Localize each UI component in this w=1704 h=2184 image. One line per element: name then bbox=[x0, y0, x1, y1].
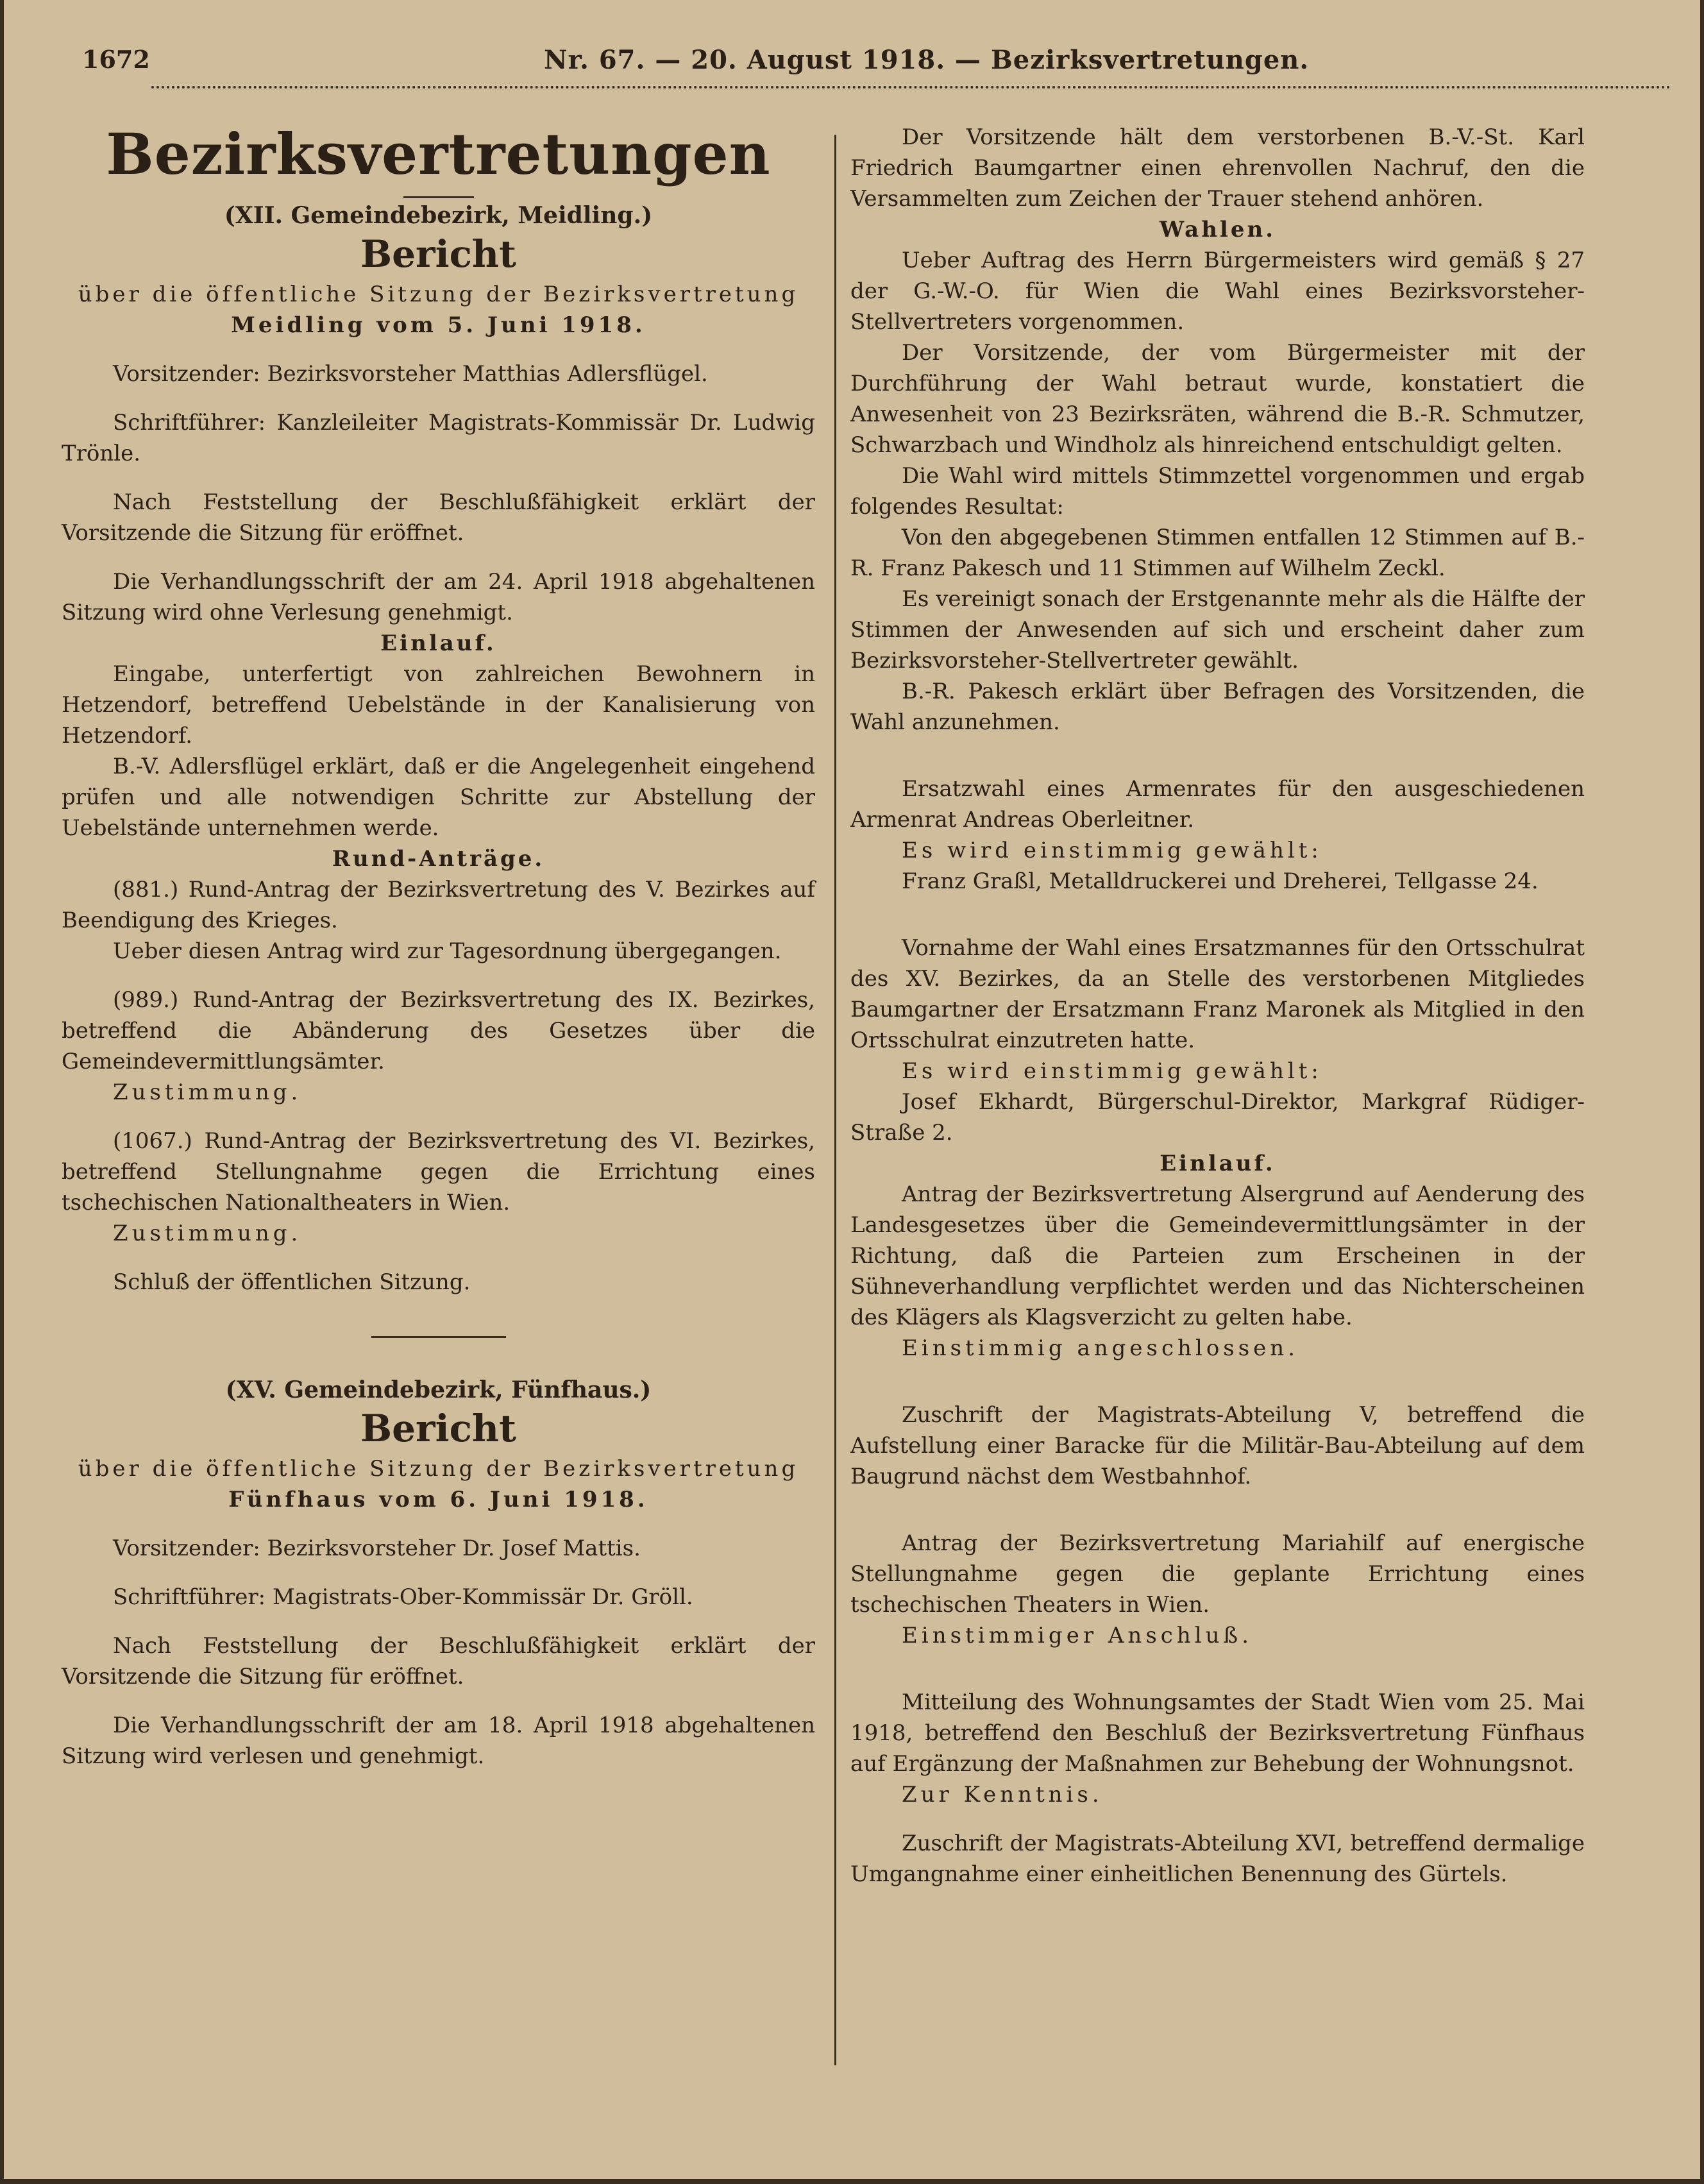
rund-antrag-881: (881.) Rund-Antrag der Bezirksvertretung des V. Bezirkes auf Beendigung des Krieges. bbox=[62, 877, 815, 933]
column-divider bbox=[834, 135, 836, 2065]
opening-paragraph: Nach Feststellung der Beschlußfähigkeit erklärt der Vorsitzende die Sitzung für eröffnet. bbox=[62, 489, 815, 546]
chair-line-2: Vorsitzender: Bezirksvorsteher Dr. Josef Mattis. bbox=[113, 1536, 641, 1561]
election-acceptance: B.-R. Pakesch erklärt über Befragen des Vorsitzenden, die Wahl anzunehmen. bbox=[850, 679, 1585, 735]
einlauf-heading-right: Einlauf. bbox=[1160, 1151, 1276, 1176]
election-outcome: Es vereinigt sonach der Erstgenannte mehr als die Hälfte der Stimmen der Anwesenden auf sich und erscheint daher zum Bezirksvorsteher-Stellvertreter gewählt. bbox=[850, 586, 1585, 673]
ortsschulrat-result: Es wird einstimmig gewählt: bbox=[902, 1058, 1322, 1084]
report-subline-3: über die öffentliche Sitzung der Bezirksvertretung bbox=[78, 1456, 799, 1482]
einlauf-heading: Einlauf. bbox=[380, 631, 496, 656]
baracke-letter: Zuschrift der Magistrats-Abteilung V, betreffend die Aufstellung einer Baracke für die Militär-Bau-Abteilung auf dem Baugrund nächst dem Westbahnhof. bbox=[850, 1402, 1585, 1489]
guertel-letter: Zuschrift der Magistrats-Abteilung XVI, betreffend dermalige Umgangnahme einer einheitlichen Benennung des Gürtels. bbox=[850, 1831, 1585, 1887]
report-heading-fuenfhaus: Bericht bbox=[360, 1407, 516, 1450]
alsergrund-result: Einstimmig angeschlossen. bbox=[902, 1335, 1299, 1361]
wahlen-heading: Wahlen. bbox=[1159, 217, 1276, 242]
session-close: Schluß der öffentlichen Sitzung. bbox=[113, 1269, 471, 1295]
secretary-line-2: Schriftführer: Magistrats-Ober-Kommissär Dr. Gröll. bbox=[113, 1584, 693, 1610]
right-column bbox=[850, 122, 1585, 1890]
rund-antrag-989-result: Zustimmung. bbox=[113, 1079, 302, 1105]
report-subline-2: Meidling vom 5. Juni 1918. bbox=[231, 312, 646, 338]
wohnungsamt-notice: Mitteilung des Wohnungsamtes der Stadt Wien vom 25. Mai 1918, betreffend den Beschluß der Bezirksvertretung Fünfhaus auf Ergänzung der Maßnahmen zur Behebung der Wohnungsnot. bbox=[850, 1689, 1585, 1777]
ortsschulrat-election: Vornahme der Wahl eines Ersatzmannes für den Ortsschulrat des XV. Bezirkes, da an Stelle des verstorbenen Mitgliedes Baumgartner der Ersatzmann Franz Maronek als Mitglied in den Ortsschulrat einzutreten hatte. bbox=[850, 935, 1585, 1053]
section-separator bbox=[371, 1336, 506, 1338]
mariahilf-result: Einstimmiger Anschluß. bbox=[902, 1623, 1253, 1648]
election-votes: Von den abgegebenen Stimmen entfallen 12 Stimmen auf B.-R. Franz Pakesch und 11 Stimmen auf Wilhelm Zeckl. bbox=[850, 525, 1585, 581]
einlauf-response: B.-V. Adlersflügel erklärt, daß er die Angelegenheit eingehend prüfen und alle notwendigen Schritte zur Abstellung der Uebelstände unternehmen werde. bbox=[62, 754, 815, 841]
election-attendance: Der Vorsitzende, der vom Bürgermeister mit der Durchführung der Wahl betraut wurde, konstatiert die Anwesenheit von 23 Bezirksräten, während die B.-R. Schmutzer, Schwarzbach und Windholz als hinreichend entschuldigt gelten. bbox=[850, 340, 1585, 458]
mariahilf-motion: Antrag der Bezirksvertretung Mariahilf auf energische Stellungnahme gegen die geplante Errichtung eines tschechischen Theaters in Wien. bbox=[850, 1530, 1585, 1618]
report-heading-meidling: Bericht bbox=[360, 232, 516, 276]
running-title: Nr. 67. — 20. August 1918. — Bezirksvertretungen. bbox=[544, 45, 1310, 75]
minutes-paragraph-2: Die Verhandlungsschrift der am 18. April 1918 abgehaltenen Sitzung wird verlesen und genehmigt. bbox=[62, 1713, 815, 1769]
election-method: Die Wahl wird mittels Stimmzettel vorgenommen und ergab folgendes Resultat: bbox=[850, 463, 1585, 520]
election-order: Ueber Auftrag des Herrn Bürgermeisters wird gemäß § 27 der G.-W.-O. für Wien die Wahl eines Bezirksvorsteher-Stellvertreters vorgenommen. bbox=[850, 248, 1585, 335]
obituary-paragraph: Der Vorsitzende hält dem verstorbenen B.-V.-St. Karl Friedrich Baumgartner einen ehrenvollen Nachruf, den die Versammelten zum Zeichen der Trauer stehend anhören. bbox=[850, 124, 1585, 212]
page-header bbox=[82, 45, 1673, 90]
rund-antrag-1067-result: Zustimmung. bbox=[113, 1221, 302, 1246]
title-rule bbox=[403, 196, 474, 198]
armenrat-result: Es wird einstimmig gewählt: bbox=[902, 838, 1322, 863]
rund-antrag-1067: (1067.) Rund-Antrag der Bezirksvertretung des VI. Bezirkes, betreffend Stellungnahme gegen die Errichtung eines tschechischen Nationaltheaters in Wien. bbox=[62, 1128, 815, 1215]
report-subline-1: über die öffentliche Sitzung der Bezirksvertretung bbox=[78, 282, 799, 307]
armenrat-elected: Franz Graßl, Metalldruckerei und Dreherei, Tellgasse 24. bbox=[902, 868, 1539, 894]
left-column bbox=[62, 122, 815, 1772]
minutes-paragraph: Die Verhandlungsschrift der am 24. April 1918 abgehaltenen Sitzung wird ohne Verlesung genehmigt. bbox=[62, 569, 815, 625]
secretary-line: Schriftführer: Kanzleileiter Magistrats-Kommissär Dr. Ludwig Trönle. bbox=[62, 410, 815, 466]
district-heading-meidling: (XII. Gemeindebezirk, Meidling.) bbox=[224, 202, 653, 229]
wohnungsamt-result: Zur Kenntnis. bbox=[902, 1782, 1103, 1807]
rund-antrag-989: (989.) Rund-Antrag der Bezirksvertretung des IX. Bezirkes, betreffend die Abänderung des Gesetzes über die Gemeindevermittlungsämter. bbox=[62, 987, 815, 1074]
report-subline-4: Fünfhaus vom 6. Juni 1918. bbox=[228, 1487, 648, 1512]
einlauf-petition: Eingabe, unterfertigt von zahlreichen Bewohnern in Hetzendorf, betreffend Uebelstände in der Kanalisierung von Hetzendorf. bbox=[62, 661, 815, 749]
rund-antrag-881-result: Ueber diesen Antrag wird zur Tagesordnung übergegangen. bbox=[113, 938, 782, 964]
masthead-title: Bezirksvertretungen bbox=[106, 121, 771, 187]
rund-antraege-heading: Rund-Anträge. bbox=[332, 846, 545, 872]
page-number: 1672 bbox=[82, 45, 150, 74]
armenrat-election: Ersatzwahl eines Armenrates für den ausgeschiedenen Armenrat Andreas Oberleitner. bbox=[850, 776, 1585, 833]
header-dotted-rule bbox=[151, 86, 1671, 89]
district-heading-fuenfhaus: (XV. Gemeindebezirk, Fünfhaus.) bbox=[225, 1376, 652, 1403]
chair-line: Vorsitzender: Bezirksvorsteher Matthias Adlersflügel. bbox=[113, 361, 708, 387]
opening-paragraph-2: Nach Feststellung der Beschlußfähigkeit erklärt der Vorsitzende die Sitzung für eröffnet. bbox=[62, 1633, 815, 1689]
ortsschulrat-elected: Josef Ekhardt, Bürgerschul-Direktor, Markgraf Rüdiger-Straße 2. bbox=[850, 1089, 1585, 1146]
alsergrund-motion: Antrag der Bezirksvertretung Alsergrund auf Aenderung des Landesgesetzes über die Gemeindevermittlungsämter in der Richtung, daß die Parteien zum Erscheinen in der Sühneverhandlung verpflichtet werden und das Nichterscheinen des Klägers als Klagsverzicht zu gelten habe. bbox=[850, 1181, 1585, 1330]
